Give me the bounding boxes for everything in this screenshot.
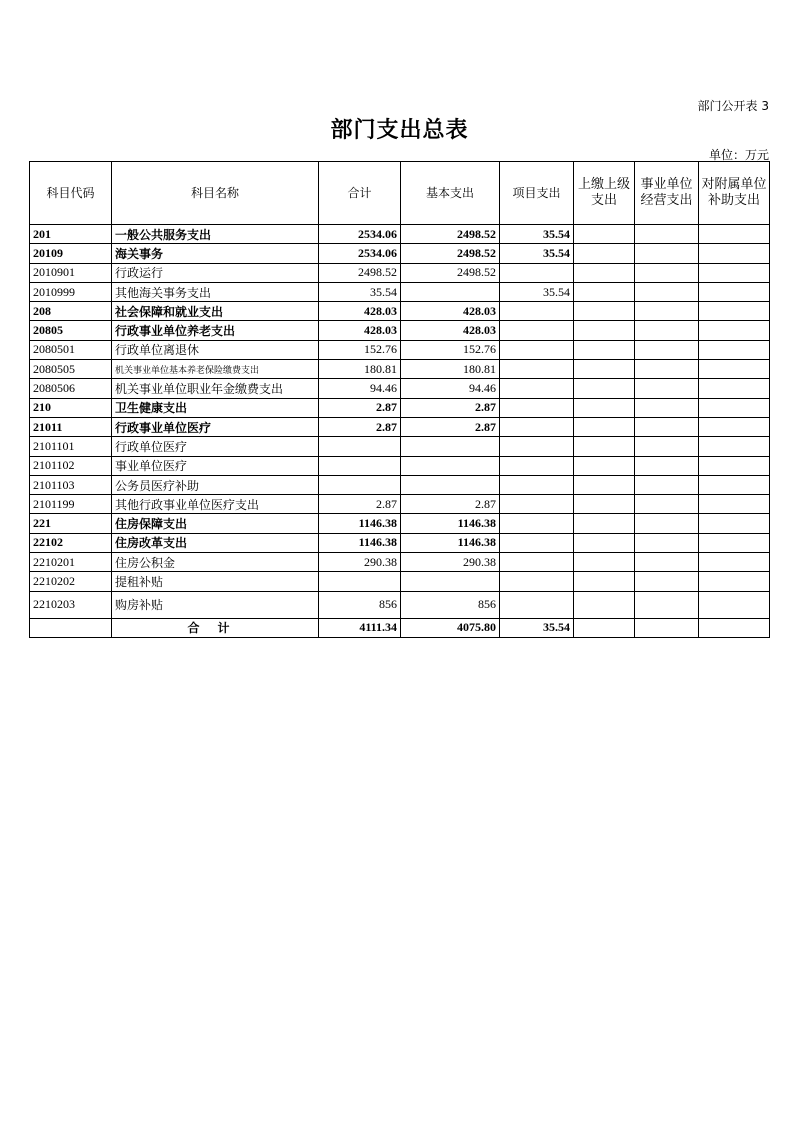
row-name: 卫生健康支出 (112, 398, 319, 417)
row-basic: 180.81 (401, 360, 500, 379)
row-basic: 290.38 (401, 553, 500, 572)
row-project: 35.54 (500, 244, 574, 263)
row-upper (574, 379, 635, 398)
row-project (500, 456, 574, 475)
row-total: 1146.38 (319, 533, 401, 552)
table-row (30, 340, 770, 359)
row-basic (401, 456, 500, 475)
row-total: 2534.06 (319, 244, 401, 263)
row-subsidy (699, 379, 770, 398)
table-row (30, 282, 770, 301)
row-project: 35.54 (500, 282, 574, 301)
table-row (30, 225, 770, 244)
row-operating (635, 514, 699, 533)
total-row (30, 618, 770, 637)
row-subsidy (699, 514, 770, 533)
row-code: 2210202 (30, 572, 112, 591)
row-upper (574, 591, 635, 618)
row-total: 428.03 (319, 302, 401, 321)
row-total: 856 (319, 591, 401, 618)
row-project (500, 572, 574, 591)
col-header-operating: 事业单位经营支出 (635, 162, 699, 225)
table-row (30, 321, 770, 340)
row-upper (574, 495, 635, 514)
row-subsidy (699, 244, 770, 263)
row-name: 住房改革支出 (112, 533, 319, 552)
row-upper (574, 340, 635, 359)
row-upper (574, 456, 635, 475)
row-basic: 2.87 (401, 417, 500, 436)
row-upper (574, 225, 635, 244)
row-project (500, 417, 574, 436)
row-name: 提租补贴 (112, 572, 319, 591)
total-subsidy (699, 618, 770, 637)
row-subsidy (699, 321, 770, 340)
row-name: 住房公积金 (112, 553, 319, 572)
table-row (30, 553, 770, 572)
table-row (30, 302, 770, 321)
col-header-upper: 上缴上级支出 (574, 162, 635, 225)
row-code: 2080501 (30, 340, 112, 359)
row-basic: 2498.52 (401, 244, 500, 263)
row-basic: 428.03 (401, 302, 500, 321)
row-operating (635, 225, 699, 244)
row-project (500, 533, 574, 552)
row-basic (401, 282, 500, 301)
table-row (30, 514, 770, 533)
row-name: 住房保障支出 (112, 514, 319, 533)
row-code: 2101103 (30, 475, 112, 494)
table-row (30, 379, 770, 398)
row-subsidy (699, 475, 770, 494)
table-body (30, 225, 770, 619)
row-code: 2080506 (30, 379, 112, 398)
row-basic: 1146.38 (401, 514, 500, 533)
row-operating (635, 417, 699, 436)
row-total (319, 456, 401, 475)
row-code: 2010999 (30, 282, 112, 301)
row-code: 2210201 (30, 553, 112, 572)
row-project (500, 495, 574, 514)
col-header-total: 合计 (319, 162, 401, 225)
row-project (500, 514, 574, 533)
row-project (500, 379, 574, 398)
row-name: 行政单位医疗 (112, 437, 319, 456)
row-subsidy (699, 263, 770, 282)
row-subsidy (699, 591, 770, 618)
row-total: 290.38 (319, 553, 401, 572)
row-project (500, 553, 574, 572)
row-upper (574, 398, 635, 417)
row-project: 35.54 (500, 225, 574, 244)
row-subsidy (699, 572, 770, 591)
row-code: 2101101 (30, 437, 112, 456)
row-operating (635, 321, 699, 340)
row-upper (574, 572, 635, 591)
row-code: 2010901 (30, 263, 112, 282)
row-code: 2101199 (30, 495, 112, 514)
row-operating (635, 379, 699, 398)
col-header-basic: 基本支出 (401, 162, 500, 225)
row-code: 2080505 (30, 360, 112, 379)
row-subsidy (699, 282, 770, 301)
total-upper (574, 618, 635, 637)
row-operating (635, 360, 699, 379)
row-upper (574, 282, 635, 301)
row-project (500, 475, 574, 494)
row-code: 221 (30, 514, 112, 533)
row-total: 2.87 (319, 417, 401, 436)
row-operating (635, 437, 699, 456)
row-operating (635, 302, 699, 321)
row-basic (401, 475, 500, 494)
table-row (30, 263, 770, 282)
row-operating (635, 495, 699, 514)
row-name: 行政事业单位养老支出 (112, 321, 319, 340)
row-total (319, 572, 401, 591)
row-project (500, 360, 574, 379)
row-project (500, 591, 574, 618)
row-total (319, 437, 401, 456)
row-code: 22102 (30, 533, 112, 552)
row-total: 2534.06 (319, 225, 401, 244)
row-code: 2101102 (30, 456, 112, 475)
row-upper (574, 437, 635, 456)
row-project (500, 263, 574, 282)
row-basic: 428.03 (401, 321, 500, 340)
form-number: 部门公开表 3 (697, 99, 769, 113)
row-upper (574, 360, 635, 379)
row-name: 公务员医疗补助 (112, 475, 319, 494)
unit-label: 单位：万元 (708, 148, 769, 162)
row-name: 购房补贴 (112, 591, 319, 618)
total-sum: 4111.34 (319, 618, 401, 637)
row-operating (635, 553, 699, 572)
row-subsidy (699, 456, 770, 475)
row-subsidy (699, 340, 770, 359)
row-name: 一般公共服务支出 (112, 225, 319, 244)
row-project (500, 302, 574, 321)
row-name: 其他海关事务支出 (112, 282, 319, 301)
row-basic: 2498.52 (401, 225, 500, 244)
table-row (30, 360, 770, 379)
row-total: 2.87 (319, 495, 401, 514)
row-operating (635, 244, 699, 263)
row-upper (574, 263, 635, 282)
row-name: 社会保障和就业支出 (112, 302, 319, 321)
row-total (319, 475, 401, 494)
row-code: 20805 (30, 321, 112, 340)
row-basic: 1146.38 (401, 533, 500, 552)
col-header-project: 项目支出 (500, 162, 574, 225)
row-basic: 94.46 (401, 379, 500, 398)
row-subsidy (699, 360, 770, 379)
row-subsidy (699, 417, 770, 436)
row-upper (574, 514, 635, 533)
total-label: 合计 (112, 618, 319, 637)
row-code: 201 (30, 225, 112, 244)
row-upper (574, 302, 635, 321)
row-code: 210 (30, 398, 112, 417)
row-project (500, 437, 574, 456)
row-project (500, 398, 574, 417)
row-upper (574, 533, 635, 552)
row-basic: 152.76 (401, 340, 500, 359)
row-operating (635, 475, 699, 494)
table-row (30, 533, 770, 552)
row-total: 2.87 (319, 398, 401, 417)
row-basic: 856 (401, 591, 500, 618)
table-row (30, 572, 770, 591)
row-total: 180.81 (319, 360, 401, 379)
total-project: 35.54 (500, 618, 574, 637)
row-name: 海关事务 (112, 244, 319, 263)
row-subsidy (699, 553, 770, 572)
row-name: 行政运行 (112, 263, 319, 282)
col-header-subsidy: 对附属单位补助支出 (699, 162, 770, 225)
row-basic (401, 572, 500, 591)
row-subsidy (699, 495, 770, 514)
col-header-name: 科目名称 (112, 162, 319, 225)
row-operating (635, 263, 699, 282)
row-operating (635, 572, 699, 591)
row-operating (635, 282, 699, 301)
row-project (500, 321, 574, 340)
row-upper (574, 417, 635, 436)
row-subsidy (699, 533, 770, 552)
row-total: 428.03 (319, 321, 401, 340)
row-total: 152.76 (319, 340, 401, 359)
row-upper (574, 321, 635, 340)
row-total: 94.46 (319, 379, 401, 398)
row-code: 2210203 (30, 591, 112, 618)
row-name: 行政单位离退休 (112, 340, 319, 359)
table-row (30, 591, 770, 618)
table-row (30, 417, 770, 436)
row-code: 208 (30, 302, 112, 321)
row-subsidy (699, 302, 770, 321)
row-project (500, 340, 574, 359)
col-header-code: 科目代码 (30, 162, 112, 225)
table-row (30, 456, 770, 475)
row-name: 机关事业单位基本养老保险缴费支出 (112, 360, 319, 379)
row-operating (635, 340, 699, 359)
expenditure-table (29, 161, 770, 638)
row-name: 机关事业单位职业年金缴费支出 (112, 379, 319, 398)
row-basic (401, 437, 500, 456)
row-operating (635, 533, 699, 552)
table-row (30, 495, 770, 514)
table-row (30, 398, 770, 417)
row-subsidy (699, 437, 770, 456)
row-total: 1146.38 (319, 514, 401, 533)
row-subsidy (699, 398, 770, 417)
row-upper (574, 553, 635, 572)
row-name: 事业单位医疗 (112, 456, 319, 475)
row-subsidy (699, 225, 770, 244)
row-code: 20109 (30, 244, 112, 263)
header-row (30, 162, 770, 225)
table-row (30, 475, 770, 494)
table-row (30, 437, 770, 456)
total-basic: 4075.80 (401, 618, 500, 637)
row-operating (635, 591, 699, 618)
total-code-cell (30, 618, 112, 637)
row-operating (635, 398, 699, 417)
row-name: 其他行政事业单位医疗支出 (112, 495, 319, 514)
row-upper (574, 475, 635, 494)
page-title: 部门支出总表 (330, 118, 469, 143)
row-basic: 2498.52 (401, 263, 500, 282)
row-total: 2498.52 (319, 263, 401, 282)
row-total: 35.54 (319, 282, 401, 301)
row-upper (574, 244, 635, 263)
total-operating (635, 618, 699, 637)
row-basic: 2.87 (401, 398, 500, 417)
row-name: 行政事业单位医疗 (112, 417, 319, 436)
table-row (30, 244, 770, 263)
row-operating (635, 456, 699, 475)
row-basic: 2.87 (401, 495, 500, 514)
row-code: 21011 (30, 417, 112, 436)
